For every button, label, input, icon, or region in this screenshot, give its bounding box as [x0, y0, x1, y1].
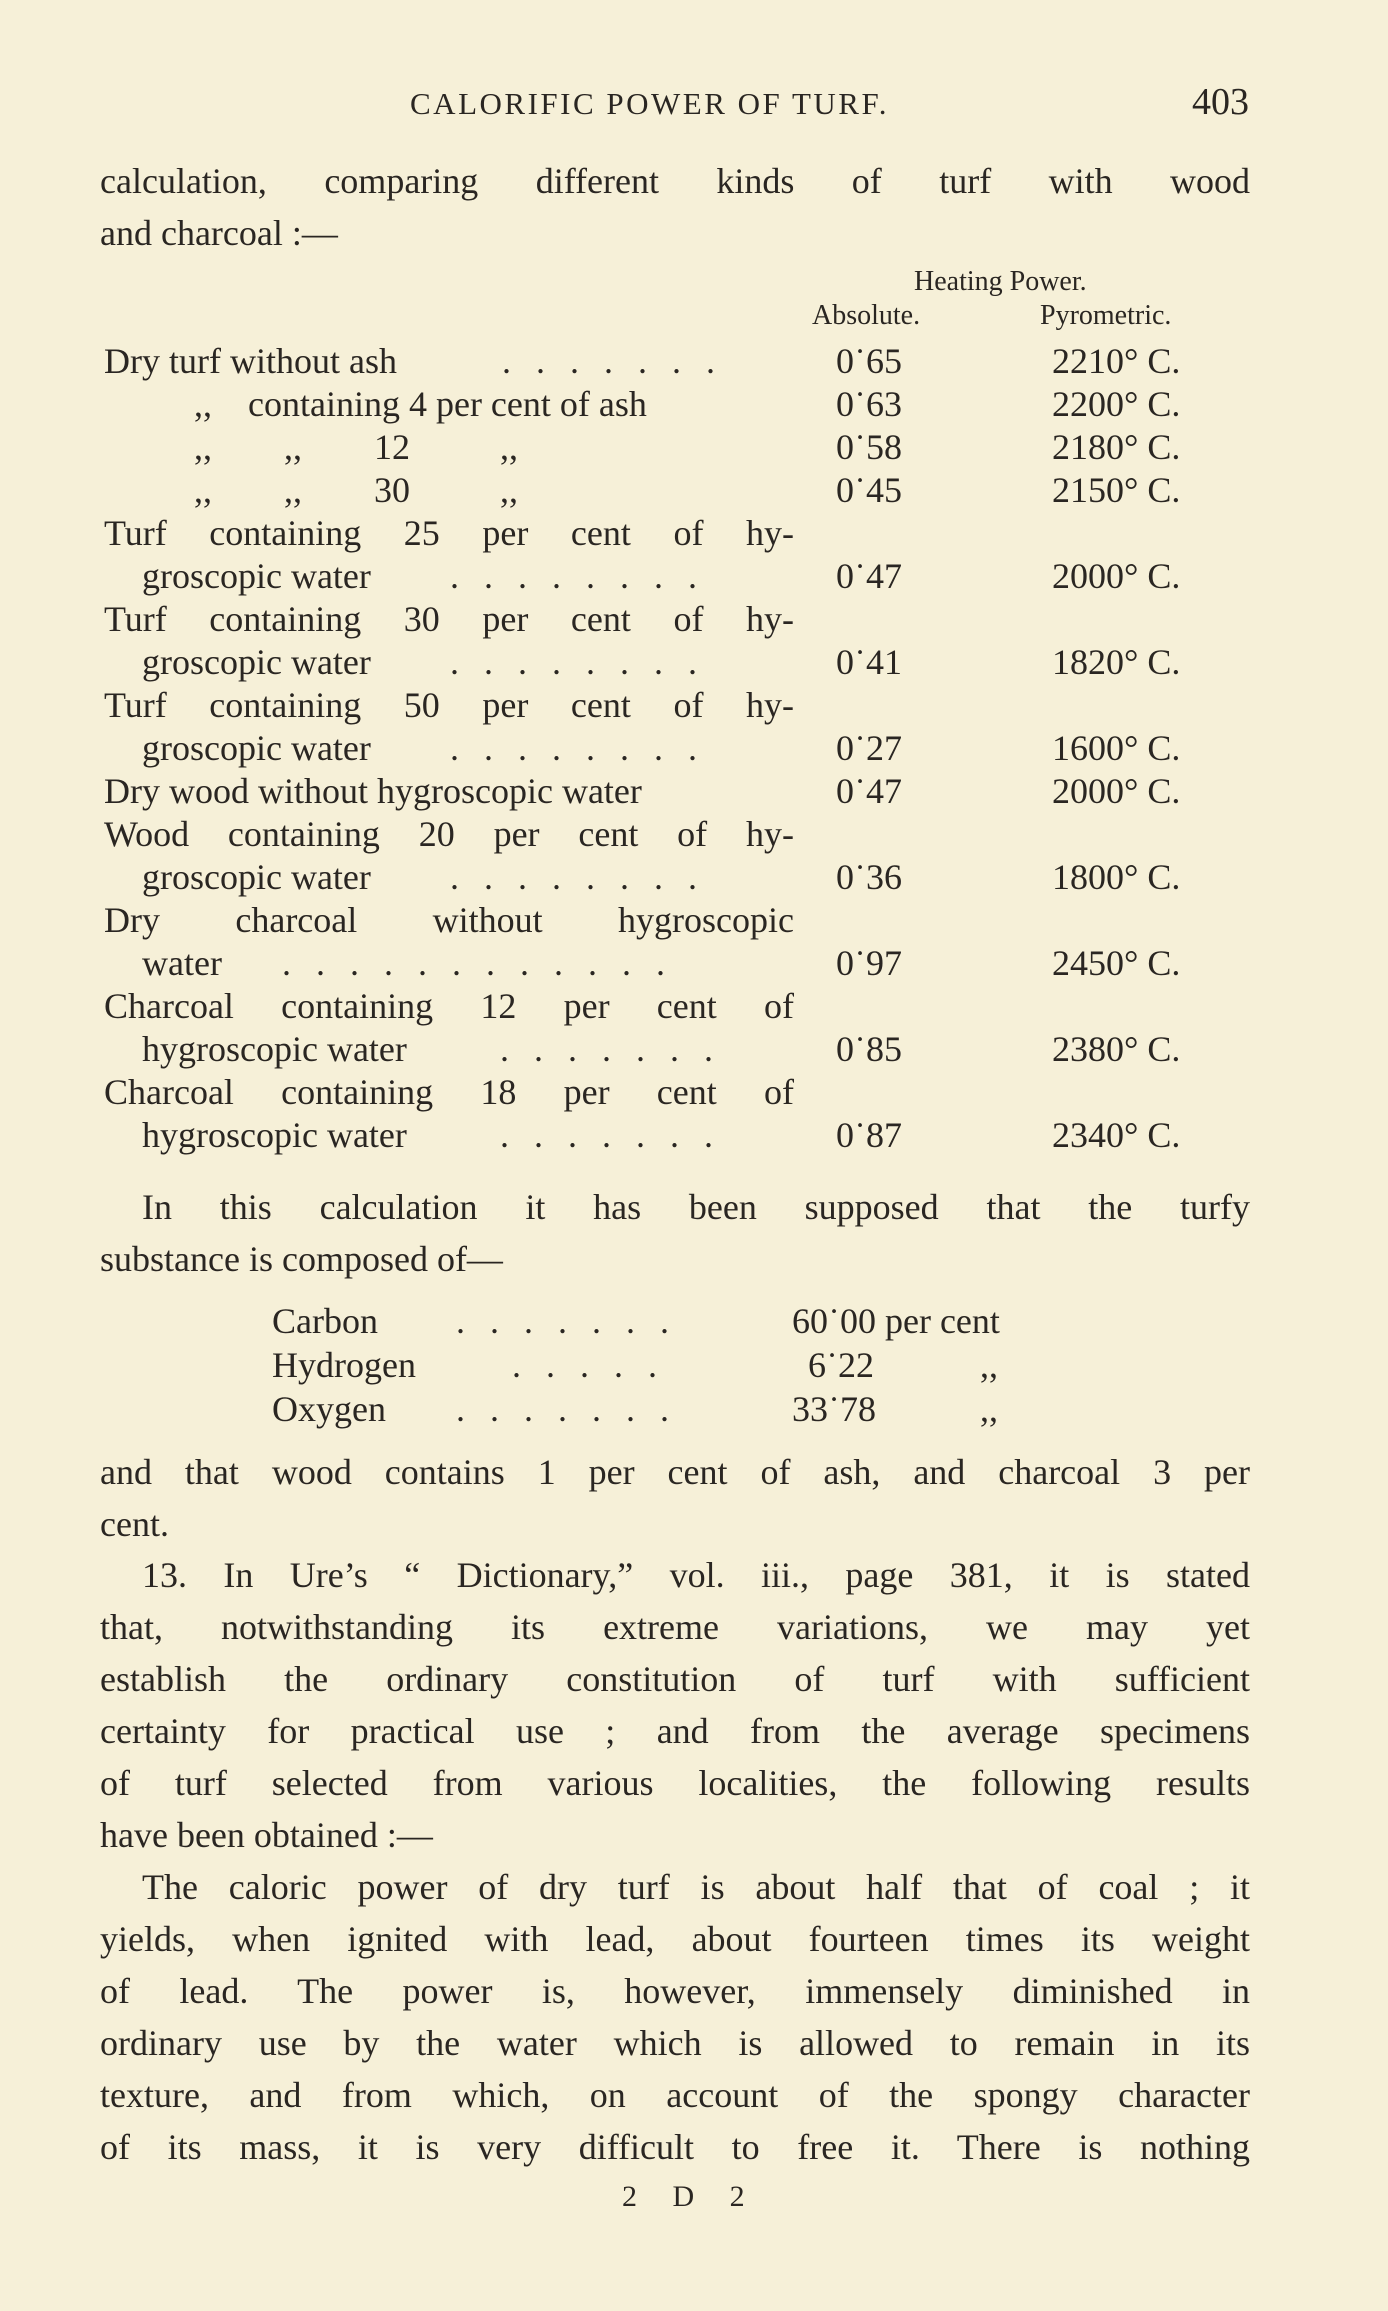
- pyrometric-value: 2450° C.: [1052, 943, 1181, 983]
- dot-leader: . . . . . . .: [502, 341, 723, 381]
- dot-leader: . . . . . . .: [456, 1389, 677, 1429]
- absolute-value: 0˙63: [836, 384, 902, 424]
- calc-line-2: substance is composed of—: [100, 1239, 503, 1279]
- composition-name: Carbon: [272, 1301, 378, 1341]
- pyrometric-value: 1820° C.: [1052, 642, 1181, 682]
- pyrometric-value: 2180° C.: [1052, 427, 1181, 467]
- pyrometric-value: 2000° C.: [1052, 771, 1181, 811]
- table-row-label: Turf containing 30 per cent of hy-: [104, 599, 794, 639]
- caloric-line: of lead. The power is, however, immensely diminished in: [100, 1971, 1250, 2011]
- absolute-value: 0˙47: [836, 771, 902, 811]
- dot-leader: . . . . . . . .: [450, 642, 705, 682]
- dot-leader: . . . . . . . .: [450, 556, 705, 596]
- para13-line: establish the ordinary constitution of turf with sufficient: [100, 1659, 1250, 1699]
- absolute-value: 0˙27: [836, 728, 902, 768]
- caloric-line: texture, and from which, on account of the spongy character: [100, 2075, 1250, 2115]
- composition-value: 60˙00 per cent: [792, 1301, 1000, 1341]
- table-row-label: Dry turf without ash: [104, 341, 397, 381]
- table-group-heading: Heating Power.: [914, 266, 1087, 297]
- table-row-label: Turf containing 50 per cent of hy-: [104, 685, 794, 725]
- pyrometric-value: 2210° C.: [1052, 341, 1181, 381]
- table-row-label: ,, ,, 30 ,,: [194, 470, 518, 510]
- absolute-value: 0˙45: [836, 470, 902, 510]
- absolute-value: 0˙36: [836, 857, 902, 897]
- dot-leader: . . . . . . .: [500, 1029, 721, 1069]
- dot-leader: . . . . . . .: [456, 1301, 677, 1341]
- absolute-value: 0˙47: [836, 556, 902, 596]
- absolute-value: 0˙97: [836, 943, 902, 983]
- column-header-absolute: Absolute.: [812, 300, 921, 331]
- para13-line: certainty for practical use ; and from the average specimens: [100, 1711, 1250, 1751]
- table-row-label-continued: hygroscopic water: [142, 1029, 407, 1069]
- absolute-value: 0˙58: [836, 427, 902, 467]
- table-row-label-continued: groscopic water: [142, 642, 371, 682]
- column-header-pyrometric: Pyrometric.: [1040, 300, 1172, 331]
- dot-leader: . . . . . . . . . . . .: [282, 943, 673, 983]
- pyrometric-value: 2380° C.: [1052, 1029, 1181, 1069]
- table-row-label: Charcoal containing 18 per cent of: [104, 1072, 794, 1112]
- absolute-value: 0˙65: [836, 341, 902, 381]
- composition-name: Oxygen: [272, 1389, 386, 1429]
- pyrometric-value: 1800° C.: [1052, 857, 1181, 897]
- ash-line-1: and that wood contains 1 per cent of ash, and charcoal 3 per: [100, 1452, 1250, 1492]
- composition-value: 33˙78: [792, 1389, 876, 1429]
- absolute-value: 0˙87: [836, 1115, 902, 1155]
- pyrometric-value: 2200° C.: [1052, 384, 1181, 424]
- table-row-label: Charcoal containing 12 per cent of: [104, 986, 794, 1026]
- composition-value: 6˙22: [808, 1345, 874, 1385]
- composition-name: Hydrogen: [272, 1345, 416, 1385]
- table-row-label: Turf containing 25 per cent of hy-: [104, 513, 794, 553]
- table-row-label-continued: water: [142, 943, 222, 983]
- para13-line: 13. In Ure’s “ Dictionary,” vol. iii., page 381, it is stated: [142, 1555, 1250, 1595]
- running-header: CALORIFIC POWER OF TURF.: [410, 86, 889, 121]
- table-row-label: Wood containing 20 per cent of hy-: [104, 814, 794, 854]
- table-row-label: ,, ,, 12 ,,: [194, 427, 518, 467]
- dot-leader: . . . . . . . .: [450, 728, 705, 768]
- pyrometric-value: 2340° C.: [1052, 1115, 1181, 1155]
- pyrometric-value: 1600° C.: [1052, 728, 1181, 768]
- para13-line: of turf selected from various localities, the following results: [100, 1763, 1250, 1803]
- table-row-label: Dry wood without hygroscopic water: [104, 771, 642, 811]
- table-row-label-continued: groscopic water: [142, 556, 371, 596]
- calc-line-1: In this calculation it has been supposed that the turfy: [142, 1187, 1250, 1227]
- table-row-label-continued: groscopic water: [142, 857, 371, 897]
- caloric-line: ordinary use by the water which is allowed to remain in its: [100, 2023, 1250, 2063]
- pyrometric-value: 2150° C.: [1052, 470, 1181, 510]
- intro-line-2: and charcoal :—: [100, 213, 338, 253]
- dot-leader: . . . . .: [512, 1345, 665, 1385]
- intro-line-1: calculation, comparing different kinds of turf with wood: [100, 161, 1250, 201]
- signature-mark: 2 D 2: [622, 2180, 759, 2213]
- dot-leader: . . . . . . . .: [450, 857, 705, 897]
- table-row-label: Dry charcoal without hygroscopic: [104, 900, 794, 940]
- caloric-line: The caloric power of dry turf is about half that of coal ; it: [142, 1867, 1250, 1907]
- ditto-mark: ,,: [980, 1389, 998, 1429]
- ash-line-2: cent.: [100, 1504, 169, 1544]
- page-number: 403: [1192, 81, 1249, 123]
- table-row-label: ,, containing 4 per cent of ash: [194, 384, 647, 424]
- caloric-line: of its mass, it is very difficult to free it. There is nothing: [100, 2127, 1250, 2167]
- ditto-mark: ,,: [980, 1345, 998, 1385]
- absolute-value: 0˙41: [836, 642, 902, 682]
- para13-line: that, notwithstanding its extreme variations, we may yet: [100, 1607, 1250, 1647]
- table-row-label-continued: groscopic water: [142, 728, 371, 768]
- absolute-value: 0˙85: [836, 1029, 902, 1069]
- dot-leader: . . . . . . .: [500, 1115, 721, 1155]
- table-row-label-continued: hygroscopic water: [142, 1115, 407, 1155]
- caloric-line: yields, when ignited with lead, about fourteen times its weight: [100, 1919, 1250, 1959]
- pyrometric-value: 2000° C.: [1052, 556, 1181, 596]
- para13-line: have been obtained :—: [100, 1815, 433, 1855]
